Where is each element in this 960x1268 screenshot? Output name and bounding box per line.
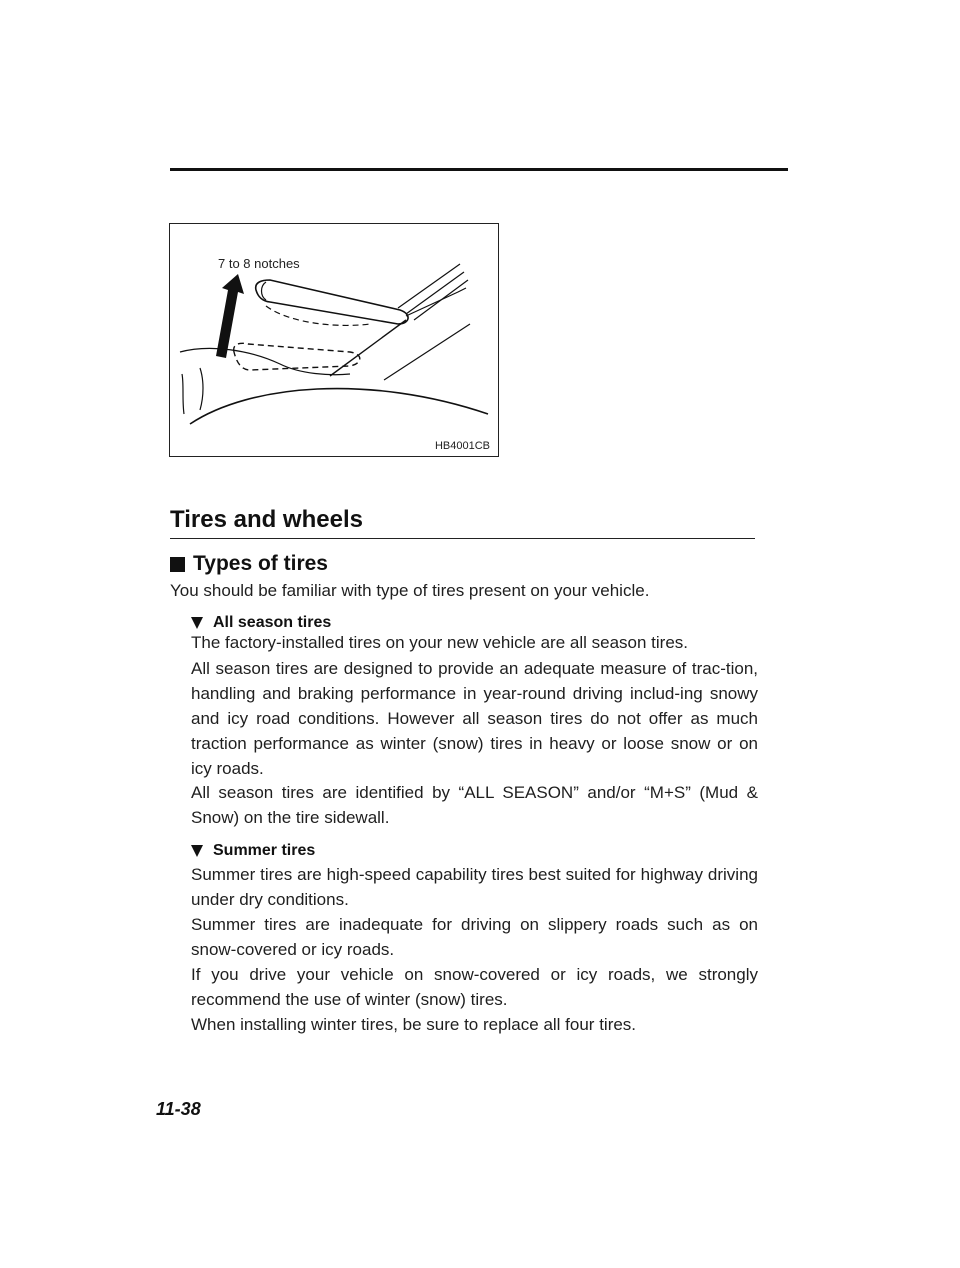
paragraph: The factory-installed tires on your new vehicle are all season tires. [191,633,689,652]
triangle-bullet-icon [191,845,203,857]
paragraph: When installing winter tires, be sure to replace all four tires. [191,1015,637,1034]
section-title: Tires and wheels [170,506,363,533]
subsection-title: Types of tires [193,552,328,575]
paragraph: All season tires are designed to provide an adequate measure of trac-tion, handling and braking performance in year-round driving includ-ing snowy and icy road conditions. However all season tires do not offer as much traction performance as winter (snow) tires in heavy or loose snow or on icy roads. [191,659,758,778]
subsection-intro: You should be familiar with type of tires present on your vehicle. [170,581,650,600]
figure-caption: 7 to 8 notches [218,256,300,271]
triangle-bullet-icon [191,617,203,629]
item-heading-summer [191,842,315,860]
subsection-heading [170,552,328,576]
page-number: 11-38 [156,1099,201,1119]
paragraph: Summer tires are high-speed capability tires best suited for highway driving under dry conditions. [191,865,758,909]
section-rule [170,538,755,539]
item-heading-label: Summer tires [213,842,316,859]
paragraph: Summer tires are inadequate for driving on slippery roads such as on snow-covered or icy roads. [191,915,758,959]
header-rule [170,168,788,171]
paragraph: If you drive your vehicle on snow-covered or icy roads, we strongly recommend the use of winter (snow) tires. [191,965,758,1009]
item-heading-label: All season tires [213,614,332,631]
figure-code: HB4001CB [434,440,490,452]
parking-brake-figure [169,223,499,457]
paragraph: All season tires are identified by “ALL SEASON” and/or “M+S” (Mud & Snow) on the tire sidewall. [191,783,758,827]
up-arrow-icon [216,274,244,358]
square-bullet-icon [170,557,185,572]
